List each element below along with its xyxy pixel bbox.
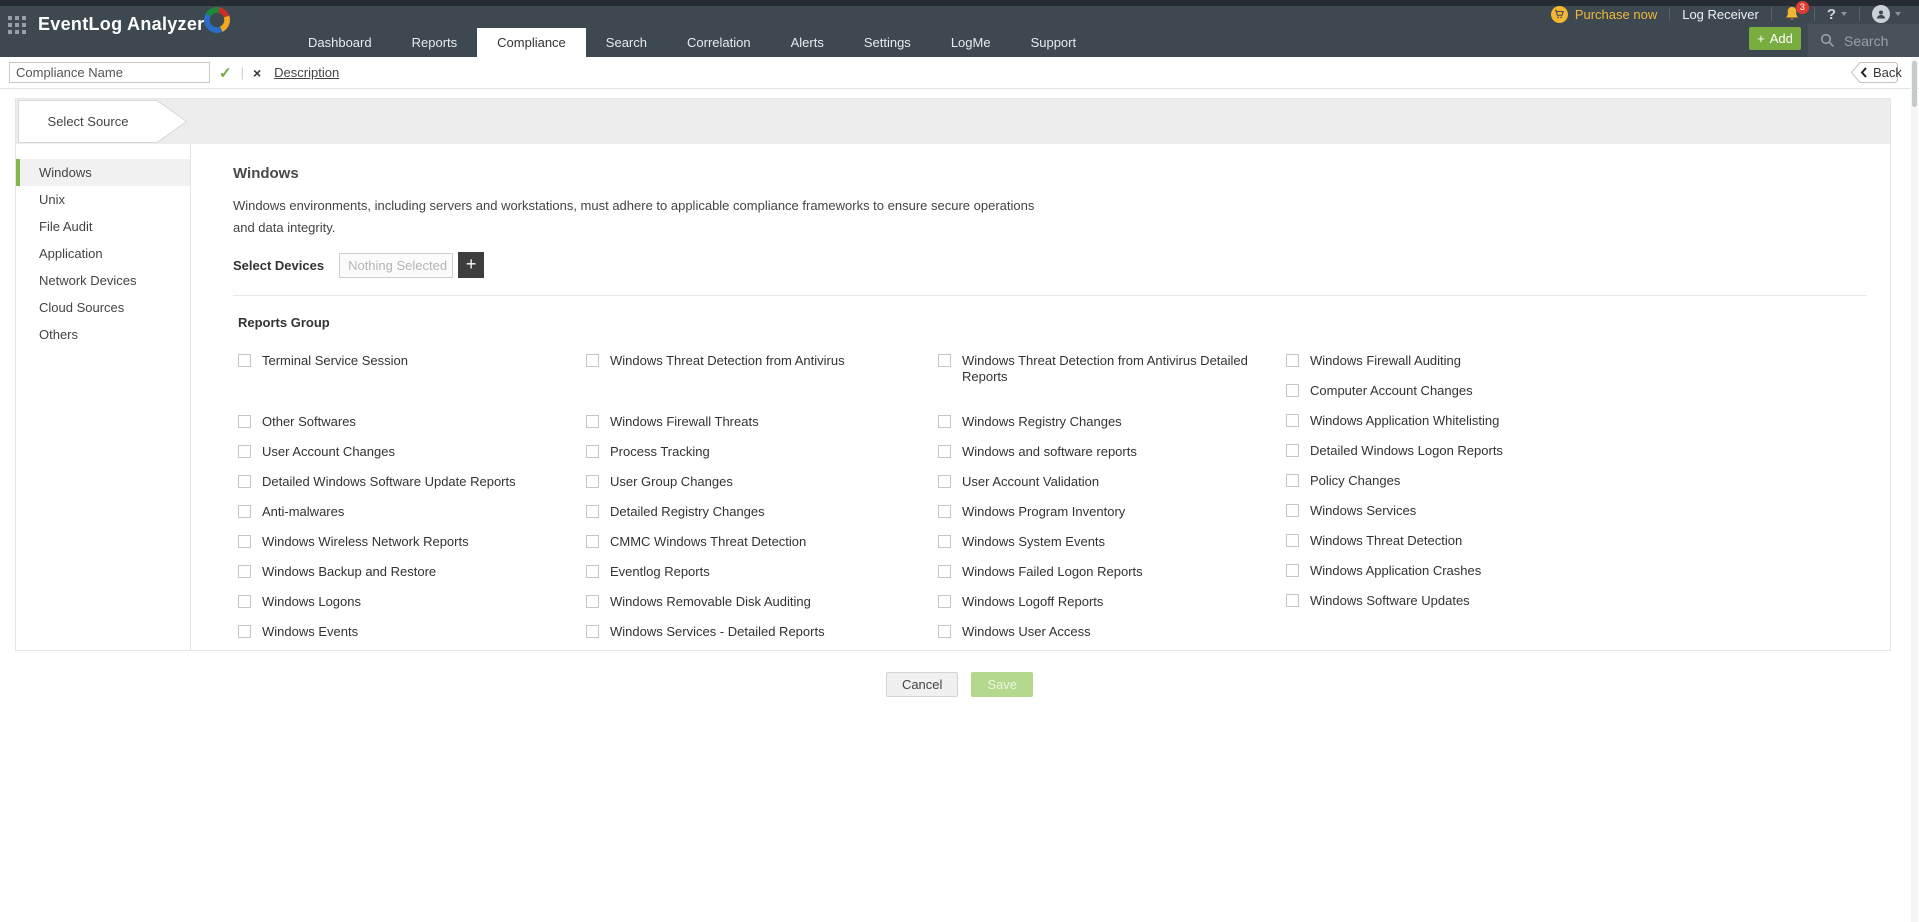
divider [1814, 7, 1815, 21]
source-item[interactable] [16, 159, 190, 186]
report-label: Windows Firewall Auditing [1310, 353, 1462, 368]
source-item[interactable] [16, 321, 190, 348]
confirm-check-icon[interactable]: ✓ [219, 64, 232, 82]
checkbox[interactable] [938, 505, 951, 518]
report-label: Windows Firewall Threats [610, 414, 759, 429]
cart-icon [1551, 6, 1568, 23]
checkbox[interactable] [238, 445, 251, 458]
help-menu[interactable] [1827, 6, 1847, 23]
report-label: Windows Events [262, 624, 359, 639]
checkbox[interactable] [938, 535, 951, 548]
compliance-toolbar [0, 57, 1919, 89]
checkbox[interactable] [1286, 384, 1299, 397]
panel-header-band [16, 99, 1890, 144]
report-checkbox-item[interactable] [938, 444, 1286, 474]
report-checkbox-item[interactable] [1286, 593, 1867, 623]
report-label: Other Softwares [262, 414, 356, 429]
nav-tab[interactable]: Support [1030, 35, 1077, 50]
chevron-down-icon [1895, 12, 1901, 16]
report-checkbox-item[interactable] [586, 444, 938, 474]
report-checkbox-item[interactable] [586, 534, 938, 564]
checkbox[interactable] [238, 595, 251, 608]
checkbox[interactable] [238, 415, 251, 428]
compliance-name-input[interactable] [9, 62, 210, 83]
chevron-down-icon [1841, 12, 1847, 16]
report-checkbox-item[interactable] [1286, 353, 1867, 383]
nav-tab[interactable]: Search [605, 35, 647, 50]
checkbox[interactable] [238, 565, 251, 578]
source-sidebar [16, 144, 191, 650]
checkbox[interactable] [938, 354, 951, 367]
report-label: Computer Account Changes [1310, 383, 1473, 398]
user-menu[interactable] [1872, 5, 1901, 23]
add-button[interactable] [1749, 27, 1801, 50]
checkbox[interactable] [1286, 594, 1299, 607]
purchase-now-button[interactable] [1551, 6, 1657, 23]
nav-tab[interactable]: LogMe [950, 35, 991, 50]
select-source-tab-label: Select Source [47, 114, 129, 129]
checkbox[interactable] [1286, 354, 1299, 367]
checkbox[interactable] [238, 535, 251, 548]
report-checkbox-item[interactable] [238, 504, 586, 534]
report-label: User Account Changes [262, 444, 395, 459]
app-logo-title: EventLog Analyzer [38, 14, 205, 34]
report-label: Process Tracking [610, 444, 710, 459]
report-checkbox-item[interactable] [238, 474, 586, 504]
search-icon [1820, 33, 1835, 48]
global-search-input[interactable] [1808, 24, 1919, 57]
checkbox[interactable] [1286, 474, 1299, 487]
reports-column-4 [1286, 353, 1867, 623]
content-description: Windows environments, including servers and workstations, must adhere to applicable compliance frameworks to ensure secure operations and data integrity. [233, 198, 1035, 235]
report-checkbox-item[interactable] [938, 474, 1286, 504]
checkbox[interactable] [938, 445, 951, 458]
report-label: Windows User Access [962, 624, 1091, 639]
nav-tab[interactable]: Reports [411, 35, 458, 50]
report-checkbox-item[interactable] [1286, 413, 1867, 443]
source-item-label: Unix [39, 192, 66, 207]
report-label: User Group Changes [610, 474, 733, 489]
report-checkbox-item[interactable] [1286, 563, 1867, 593]
select-source-panel [15, 98, 1891, 651]
report-label: Eventlog Reports [610, 564, 710, 579]
plus-icon: + [1757, 31, 1765, 46]
scrollbar-thumb[interactable] [1912, 61, 1917, 107]
main-nav [288, 28, 1096, 57]
form-actions [0, 672, 1919, 697]
report-label: Anti-malwares [262, 504, 345, 519]
description-link[interactable]: Description [274, 65, 340, 80]
checkbox[interactable] [938, 415, 951, 428]
checkbox[interactable] [1286, 564, 1299, 577]
report-label: Windows Services [1310, 503, 1417, 518]
checkbox[interactable] [1286, 444, 1299, 457]
apps-grid-icon[interactable] [8, 16, 26, 34]
report-label: Detailed Windows Software Update Reports [262, 474, 516, 489]
divider [1669, 7, 1670, 21]
divider [1771, 7, 1772, 21]
reports-group-label: Reports Group [238, 315, 330, 330]
report-checkbox-item[interactable] [238, 444, 586, 474]
report-checkbox-item[interactable] [938, 594, 1286, 624]
checkbox[interactable] [238, 475, 251, 488]
report-label: Windows Application Whitelisting [1310, 413, 1500, 428]
devices-dropdown-value: Nothing Selected [348, 257, 448, 273]
report-label: Windows Threat Detection from Antivirus [610, 353, 845, 368]
report-checkbox-item[interactable] [938, 504, 1286, 534]
checkbox[interactable] [586, 535, 599, 548]
section-divider [233, 295, 1867, 296]
report-checkbox-item[interactable] [1286, 443, 1867, 473]
source-item[interactable] [16, 213, 190, 240]
report-checkbox-item[interactable] [238, 414, 586, 444]
report-label: Detailed Windows Logon Reports [1310, 443, 1503, 458]
checkbox[interactable] [1286, 534, 1299, 547]
page-scrollbar[interactable] [1911, 58, 1918, 922]
report-label: Windows Wireless Network Reports [262, 534, 469, 549]
divider: | [240, 65, 244, 80]
report-label: Windows Program Inventory [962, 504, 1126, 519]
nav-tab[interactable]: Settings [863, 35, 911, 50]
source-item-label: Others [39, 327, 79, 342]
back-button-label: Back [1873, 65, 1902, 80]
logo-swoosh-icon [204, 7, 230, 33]
select-devices-row [233, 252, 1867, 278]
report-label: Windows Threat Detection from Antivirus Detailed Reports [962, 353, 1248, 384]
user-avatar-icon [1872, 5, 1890, 23]
report-label: CMMC Windows Threat Detection [610, 534, 807, 549]
checkbox[interactable] [586, 505, 599, 518]
checkbox[interactable] [586, 354, 599, 367]
report-label: Windows System Events [962, 534, 1106, 549]
checkbox[interactable] [586, 625, 599, 638]
checkbox[interactable] [586, 475, 599, 488]
source-item-label: Network Devices [39, 273, 137, 288]
report-label: Windows Backup and Restore [262, 564, 437, 579]
nav-tab[interactable]: Compliance [477, 28, 586, 57]
reports-column-3 [938, 353, 1286, 649]
report-label: Policy Changes [1310, 473, 1401, 488]
checkbox[interactable] [1286, 504, 1299, 517]
select-devices-label: Select Devices [233, 257, 325, 273]
report-checkbox-item[interactable] [1286, 533, 1867, 563]
report-label: Windows Failed Logon Reports [962, 564, 1143, 579]
nav-tab[interactable]: Dashboard [308, 35, 372, 50]
report-checkbox-item[interactable] [586, 414, 938, 444]
brand-area [8, 14, 230, 35]
checkbox[interactable] [586, 415, 599, 428]
report-label: Windows Logoff Reports [962, 594, 1104, 609]
reports-column-2 [586, 353, 938, 649]
header-utility-row [1551, 2, 1901, 23]
checkbox[interactable] [938, 595, 951, 608]
source-item[interactable] [16, 294, 190, 321]
checkbox[interactable] [586, 595, 599, 608]
report-checkbox-item[interactable] [1286, 473, 1867, 503]
report-checkbox-item[interactable] [586, 564, 938, 594]
content-heading: Windows [233, 165, 299, 182]
help-icon: ? [1826, 5, 1836, 23]
source-item[interactable] [16, 240, 190, 267]
report-checkbox-item[interactable] [1286, 383, 1867, 413]
report-label: Windows Software Updates [1310, 593, 1470, 608]
report-checkbox-item[interactable] [938, 534, 1286, 564]
reports-checkbox-grid [238, 353, 1867, 649]
source-item[interactable] [16, 186, 190, 213]
add-device-button[interactable]: + [458, 252, 484, 278]
purchase-now-label: Purchase now [1574, 6, 1658, 22]
checkbox[interactable] [938, 565, 951, 578]
report-checkbox-item[interactable] [238, 534, 586, 564]
save-button[interactable]: Save [971, 672, 1033, 697]
report-checkbox-item[interactable] [586, 594, 938, 624]
cancel-button[interactable]: Cancel [886, 672, 958, 697]
report-label: Windows Services - Detailed Reports [610, 624, 825, 639]
report-label: Detailed Registry Changes [610, 504, 765, 519]
report-checkbox-item[interactable] [238, 594, 586, 624]
report-checkbox-item[interactable] [586, 474, 938, 504]
cancel-x-icon[interactable]: × [252, 64, 262, 81]
notifications-bell-icon[interactable] [1784, 2, 1805, 23]
checkbox[interactable] [938, 475, 951, 488]
checkbox[interactable] [238, 625, 251, 638]
report-checkbox-item[interactable] [586, 504, 938, 534]
app-header [0, 0, 1919, 57]
report-label: Windows Application Crashes [1310, 563, 1482, 578]
report-checkbox-item[interactable] [238, 624, 586, 649]
source-item-label: Cloud Sources [39, 300, 125, 315]
nav-tab[interactable]: Alerts [790, 35, 824, 50]
source-item-label: Windows [39, 165, 92, 180]
report-label: User Account Validation [962, 474, 1100, 489]
report-label: Windows Logons [262, 594, 361, 609]
log-receiver-link[interactable]: Log Receiver [1682, 6, 1759, 22]
report-checkbox-item[interactable] [238, 564, 586, 594]
checkbox[interactable] [586, 445, 599, 458]
checkbox[interactable] [1286, 414, 1299, 427]
divider [1859, 7, 1860, 21]
source-item[interactable] [16, 267, 190, 294]
checkbox[interactable] [938, 625, 951, 638]
add-button-label: Add [1769, 31, 1793, 46]
report-label: Terminal Service Session [262, 353, 408, 368]
source-item-label: Application [39, 246, 103, 261]
report-label: Windows Threat Detection [1310, 533, 1463, 548]
report-checkbox-item[interactable] [238, 353, 586, 414]
reports-column-1 [238, 353, 586, 649]
source-item-label: File Audit [39, 219, 93, 234]
source-content [192, 144, 1889, 649]
report-checkbox-item[interactable] [586, 353, 938, 414]
checkbox[interactable] [238, 354, 251, 367]
devices-dropdown[interactable] [339, 253, 453, 278]
report-checkbox-item[interactable] [938, 414, 1286, 444]
back-button[interactable] [1851, 62, 1902, 83]
report-checkbox-item[interactable] [938, 353, 1286, 414]
search-placeholder: Search [1844, 32, 1889, 49]
report-checkbox-item[interactable] [1286, 503, 1867, 533]
report-label: Windows Registry Changes [962, 414, 1122, 429]
notification-badge: 3 [1796, 1, 1809, 14]
report-label: Windows and software reports [962, 444, 1137, 459]
checkbox[interactable] [586, 565, 599, 578]
checkbox[interactable] [238, 505, 251, 518]
report-label: Windows Removable Disk Auditing [610, 594, 811, 609]
report-checkbox-item[interactable] [938, 564, 1286, 594]
nav-tab[interactable]: Correlation [687, 35, 751, 50]
report-checkbox-item[interactable] [586, 624, 938, 649]
select-source-tab [18, 100, 188, 143]
report-checkbox-item[interactable] [938, 624, 1286, 649]
